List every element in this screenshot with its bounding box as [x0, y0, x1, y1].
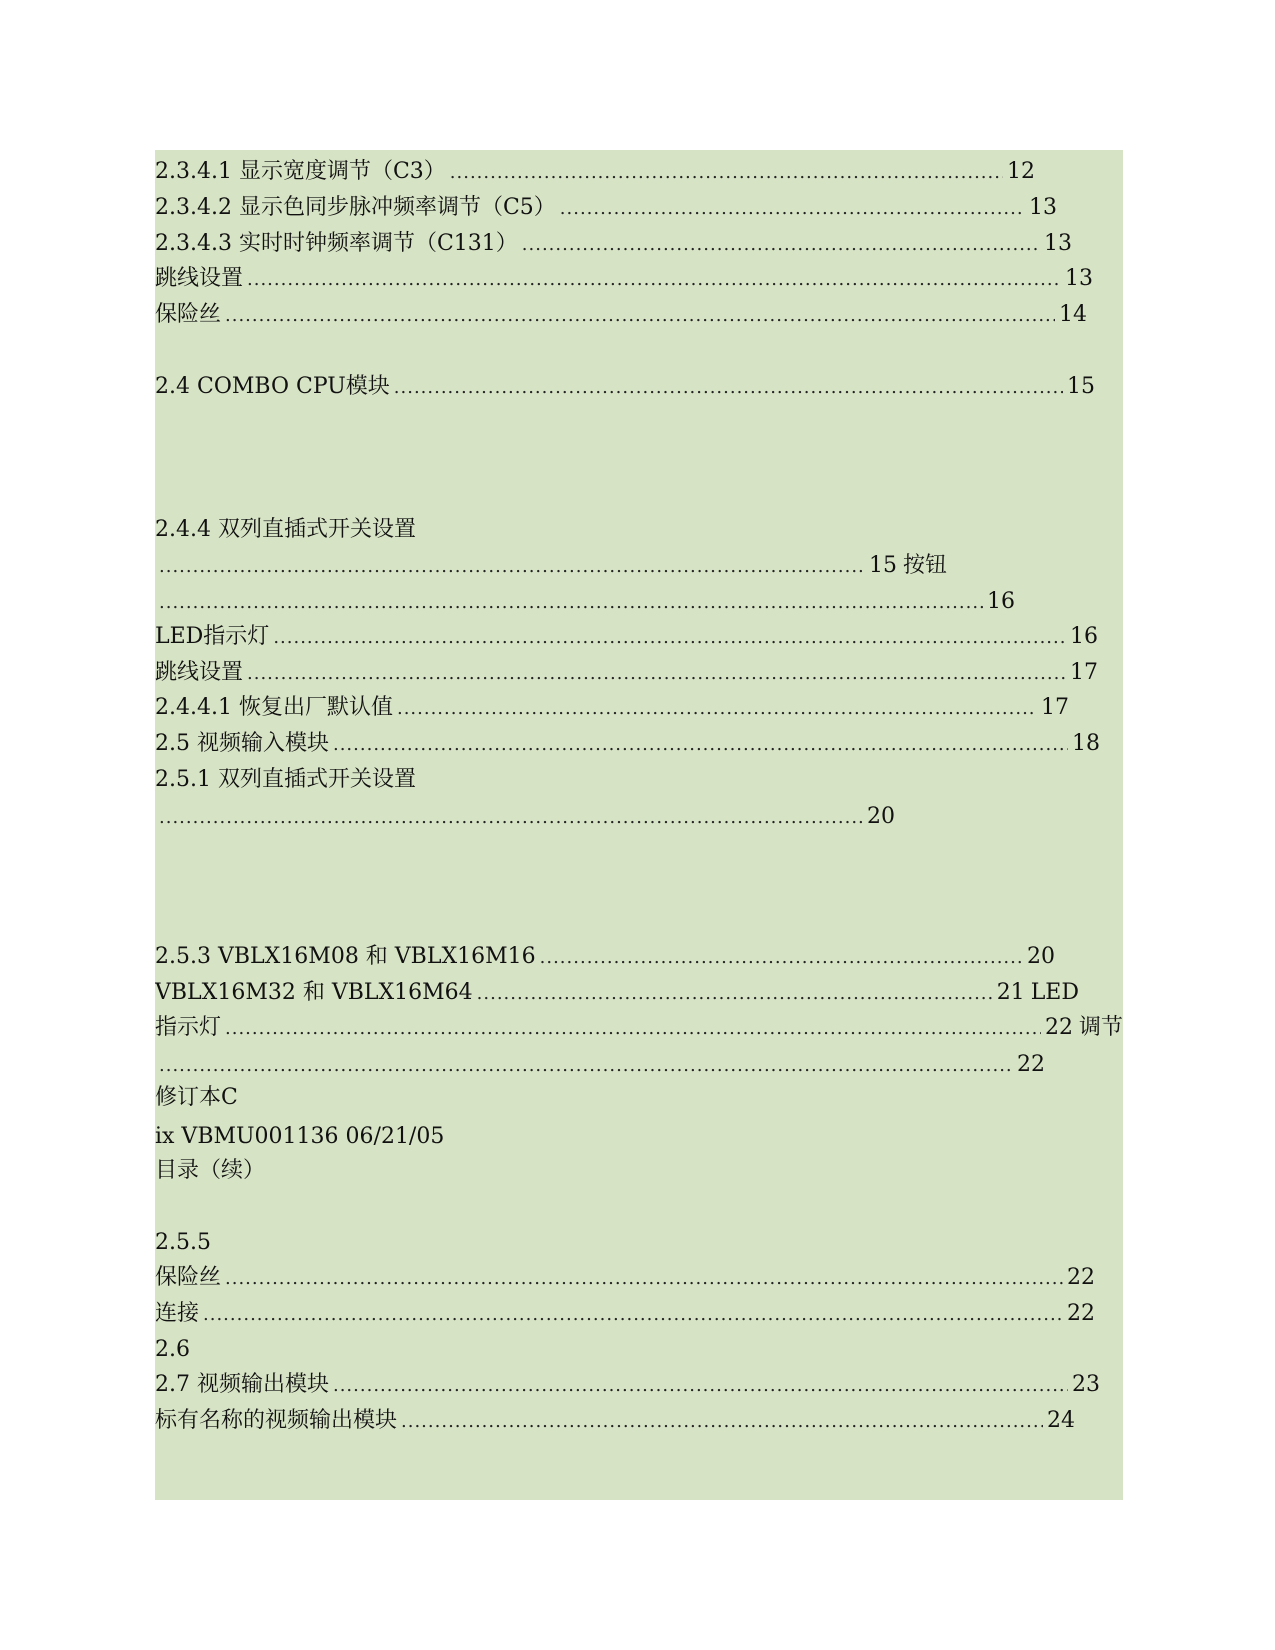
toc-entry-page: 24	[1047, 1408, 1075, 1433]
toc-entry-page: 15	[868, 553, 897, 578]
toc-leader-dots	[540, 942, 1023, 973]
toc-entry-label: 2.7 视频输出模块	[155, 1372, 329, 1397]
toc-entry[interactable]	[155, 263, 1093, 295]
toc-leader-dots	[159, 551, 865, 582]
toc-entry-page: 13	[1044, 231, 1072, 256]
toc-entry-label: 2.4 COMBO CPU模块	[155, 374, 390, 399]
toc-leader-dots	[225, 300, 1055, 331]
toc-leader-dots	[477, 978, 993, 1009]
toc-entry[interactable]	[155, 1369, 1100, 1401]
toc-entry-label: VBLX16M32 和 VBLX16M64	[155, 980, 473, 1005]
toc-entry[interactable]	[155, 371, 1095, 403]
toc-entry-page: 23	[1072, 1372, 1100, 1397]
toc-entry-page: 16	[987, 589, 1015, 614]
toc-leader-dots	[159, 587, 983, 618]
toc-entry[interactable]	[155, 657, 1098, 689]
toc-leader-dots	[560, 193, 1025, 224]
toc-entry-label[interactable]: 2.5.5	[155, 1230, 211, 1255]
toc-entry[interactable]	[155, 156, 1035, 188]
toc-leader-dots	[397, 693, 1037, 724]
toc-entry-tail: 按钮	[902, 553, 947, 578]
toc-entry-label: 跳线设置	[155, 266, 244, 291]
toc-leader-dots	[225, 1013, 1041, 1044]
toc-continued-heading: 目录（续）	[155, 1158, 266, 1183]
toc-leader-dots	[159, 1050, 1013, 1081]
toc-entry-page: 21	[996, 980, 1025, 1005]
toc-entry[interactable]	[155, 1262, 1095, 1294]
toc-entry[interactable]	[155, 977, 1079, 1009]
toc-entry-label: 2.3.4.1 显示宽度调节（C3）	[155, 159, 446, 184]
toc-panel	[155, 150, 1123, 1500]
toc-entry[interactable]	[155, 1405, 1075, 1437]
toc-leader-dots	[333, 729, 1068, 760]
toc-entry-page: 13	[1065, 266, 1093, 291]
toc-leader-dots	[273, 622, 1066, 653]
toc-entry-page: 22	[1067, 1265, 1095, 1290]
toc-entry-label: 连接	[155, 1301, 200, 1326]
toc-leader-dots	[401, 1406, 1043, 1437]
toc-entry-label: 跳线设置	[155, 660, 244, 685]
toc-leader-dots	[247, 264, 1061, 295]
toc-entry-page: 17	[1041, 695, 1069, 720]
toc-entry-label: 2.4.4.1 恢复出厂默认值	[155, 695, 393, 720]
toc-leader-dots	[333, 1370, 1068, 1401]
toc-entry[interactable]	[155, 1298, 1095, 1330]
toc-entry-page: 15	[1067, 374, 1095, 399]
toc-entry-page: 20	[867, 804, 895, 829]
toc-entry-page: 20	[1027, 944, 1055, 969]
toc-entry-label[interactable]: 2.5.1 双列直插式开关设置	[155, 767, 416, 792]
toc-entry-page: 18	[1072, 731, 1100, 756]
toc-entry-label: 保险丝	[155, 302, 222, 327]
toc-entry-label: 保险丝	[155, 1265, 222, 1290]
toc-entry-label[interactable]: 2.6	[155, 1337, 190, 1362]
toc-entry-page: 17	[1070, 660, 1098, 685]
toc-entry[interactable]	[155, 801, 895, 833]
toc-entry-page: 16	[1070, 624, 1098, 649]
toc-entry[interactable]	[155, 1049, 1045, 1081]
revision-label: 修订本C	[155, 1085, 238, 1110]
toc-entry-page: 22	[1017, 1052, 1045, 1077]
toc-entry-page: 22	[1044, 1015, 1073, 1040]
toc-entry-tail: LED	[1030, 980, 1079, 1005]
toc-leader-dots	[450, 157, 1003, 188]
toc-entry-page: 14	[1059, 302, 1087, 327]
toc-entry-label: 标有名称的视频输出模块	[155, 1408, 398, 1433]
toc-entry-label: 2.5.3 VBLX16M08 和 VBLX16M16	[155, 944, 536, 969]
toc-entry-label: LED指示灯	[155, 624, 270, 649]
toc-entry[interactable]	[155, 692, 1069, 724]
document-id-footer: ix VBMU001136 06/21/05	[155, 1124, 445, 1149]
toc-entry[interactable]	[155, 299, 1087, 331]
toc-entry-label: 指示灯	[155, 1015, 222, 1040]
toc-entry-page: 12	[1007, 159, 1035, 184]
toc-entry[interactable]	[155, 941, 1055, 973]
toc-leader-dots	[394, 372, 1063, 403]
toc-entry[interactable]	[155, 550, 947, 582]
toc-entry-label: 2.3.4.3 实时时钟频率调节（C131）	[155, 231, 518, 256]
toc-entry[interactable]	[155, 728, 1100, 760]
toc-leader-dots	[247, 658, 1066, 689]
toc-entry[interactable]	[155, 228, 1072, 260]
toc-entry[interactable]	[155, 192, 1057, 224]
toc-entry-label: 2.5 视频输入模块	[155, 731, 329, 756]
toc-entry-page: 13	[1029, 195, 1057, 220]
toc-entry-label[interactable]: 2.4.4 双列直插式开关设置	[155, 517, 416, 542]
toc-leader-dots	[203, 1299, 1063, 1330]
toc-entry[interactable]	[155, 1012, 1123, 1044]
toc-leader-dots	[522, 229, 1040, 260]
toc-leader-dots	[225, 1263, 1063, 1294]
toc-entry[interactable]	[155, 621, 1098, 653]
toc-entry-label: 2.3.4.2 显示色同步脉冲频率调节（C5）	[155, 195, 556, 220]
toc-entry[interactable]	[155, 586, 1015, 618]
toc-entry-page: 22	[1067, 1301, 1095, 1326]
toc-leader-dots	[159, 802, 863, 833]
toc-entry-tail: 调节	[1078, 1015, 1123, 1040]
